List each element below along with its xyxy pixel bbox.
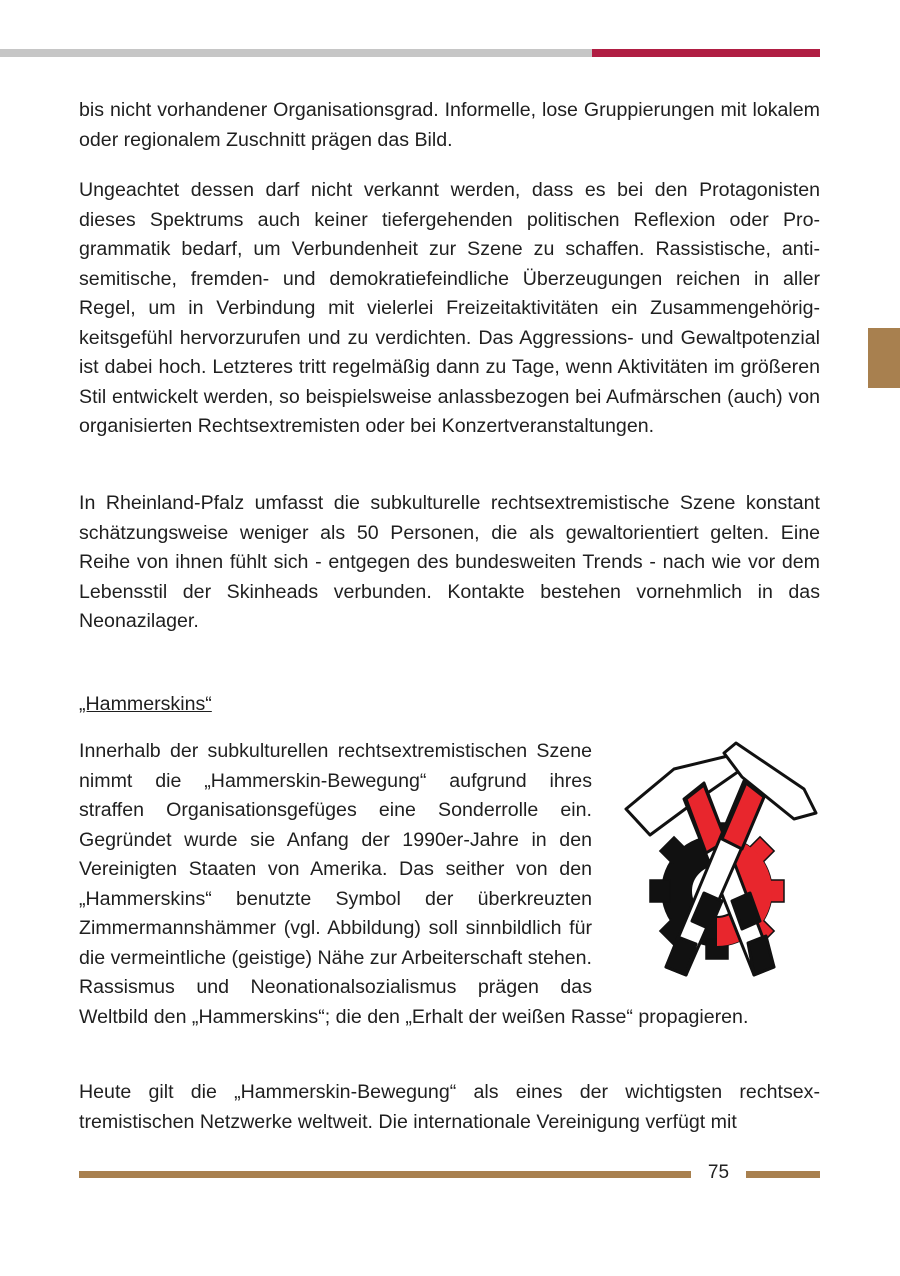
paragraph-3 — [79, 489, 820, 637]
paragraph-4 — [79, 737, 820, 1032]
header-rule-gray — [0, 49, 592, 57]
paragraph-5-text: Heute gilt die „Hammerskin-Bewegung“ als eines der wichtigsten rechtsextremistischen Netzwerke weltweit. Die internationale Vereinigung verfügt mit — [79, 1081, 820, 1133]
paragraph-5 — [79, 1078, 820, 1137]
paragraph-1 — [79, 96, 820, 155]
header-rule-accent — [592, 49, 820, 57]
footer-rule-left — [79, 1171, 691, 1178]
paragraph-2-text: Ungeachtet dessen darf nicht verkannt werden, dass es bei den Protagonisten dieses Spektrums auch keiner tiefergehenden politischen Reflexion oder Programmatik bedarf, um Verbundenheit zur Szene zu schaffen. Rassistische, antisemitische, fremden- und demokratiefeindliche Überzeugungen reichen in aller Regel, um in Verbindung mit vielerlei Freizeitaktivitäten ein Zusammengehörigkeitsgefühl hervorzurufen und zu verdichten. Das Aggressions- und Gewaltpotenzial ist dabei hoch. Letzteres tritt regelmäßig dann zu Tage, wenn Aktivitäten im größeren Stil entwickelt werden, so beispielsweise anlassbezogen bei Aufmärschen (auch) von organisierten Rechtsextremisten oder bei Konzertveranstaltungen. — [79, 179, 820, 437]
section-heading: „Hammerskins“ — [79, 693, 212, 715]
paragraph-1-text: bis nicht vorhandener Organisationsgrad. Informelle, lose Gruppierungen mit lokalem oder regionalem Zuschnitt prägen das Bild. — [79, 99, 820, 151]
paragraph-3-text: In Rheinland-Pfalz umfasst die subkulturelle rechtsextremistische Szene konstant schätzungsweise weniger als 50 Personen, die als gewaltorientiert gelten. Eine Reihe von ihnen fühlt sich - entgegen des bundesweiten Trends - nach wie vor dem Lebensstil der Skinheads verbunden. Kontakte bestehen vornehmlich in das Neonazilager. — [79, 492, 820, 632]
paragraph-4-text: Innerhalb der subkulturellen rechtsextremistischen Szene nimmt die „Hammerskin-Bewegung“ aufgrund ihres straffen Organisationsgefüges eine Sonderrolle ein. Gegründet wurde sie Anfang der 1990er-Jahre in den Vereinigten Staaten von Amerika. Das seither von den „Hammerskins“ benutzte Symbol der überkreuzten Zimmermannshämmer (vgl. Abbildung) soll sinnbildlich für die vermeintliche (geistige) Nähe zur Arbeiterschaft stehen. Rassismus und Neonationalsozialismus prägen das Weltbild den „Hammerskins“; die den „Erhalt der weißen Rasse“ propagieren. — [79, 740, 749, 1028]
footer-rule-right — [746, 1171, 820, 1178]
hammerskins-symbol-icon — [614, 741, 820, 981]
chapter-side-tab — [868, 328, 900, 388]
paragraph-2 — [79, 176, 820, 442]
page-number: 75 — [707, 1162, 730, 1183]
